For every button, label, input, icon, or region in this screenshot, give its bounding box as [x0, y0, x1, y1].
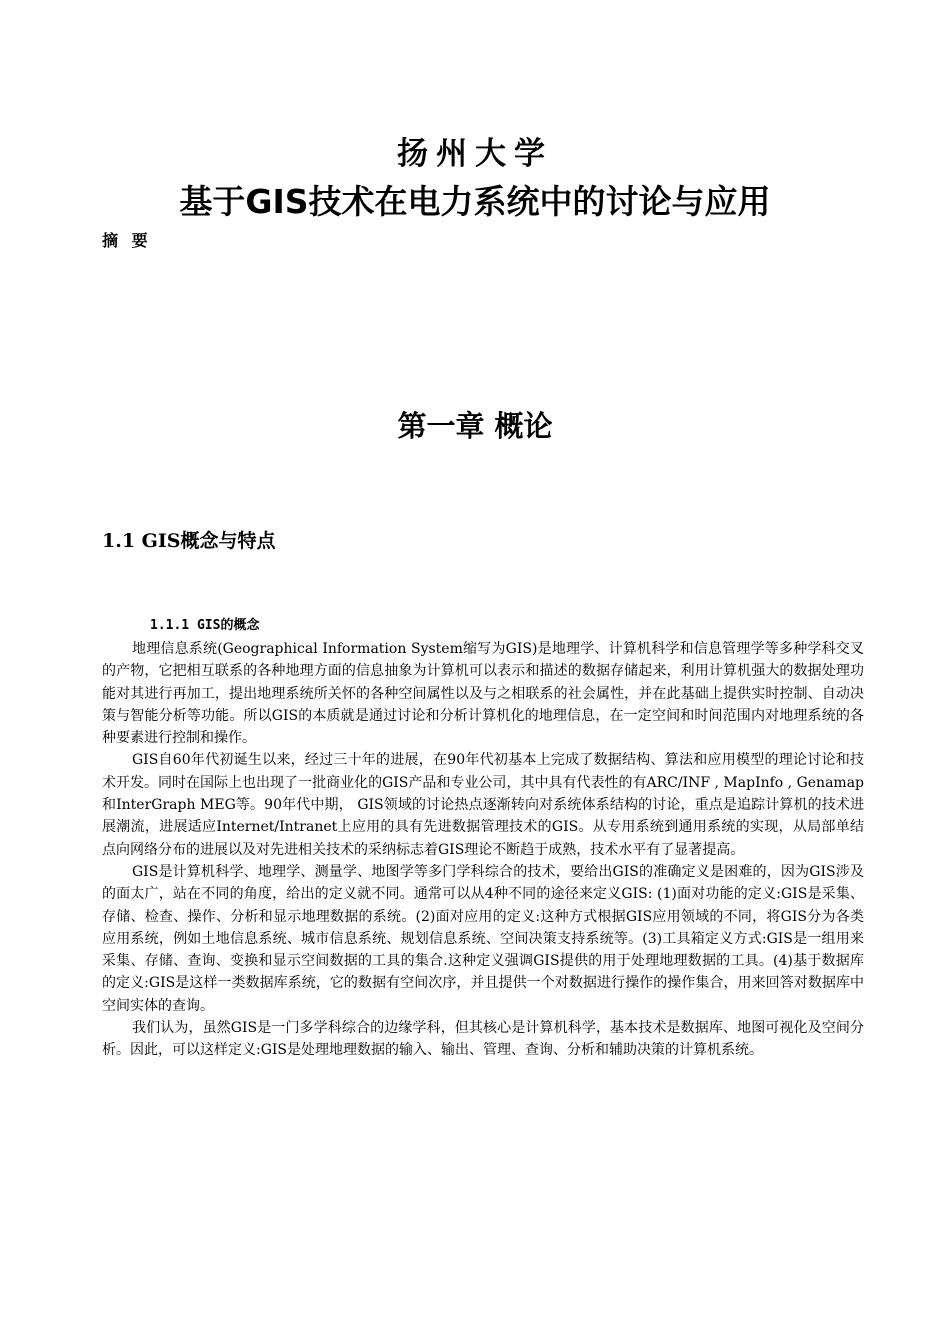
- subsection-title: 1.1.1 GIS的概念: [150, 618, 260, 633]
- university-name: 扬州大学: [397, 136, 553, 172]
- paragraph: GIS是计算机科学、地理学、测量学、地图学等多门学科综合的技术，要给出GIS的准确定义是困难的，因为GIS涉及的面太广，站在不同的角度，给出的定义就不同。通常可以从4种不同的途径来定义GIS: (1)面对功能的定义:GIS是采集、存储、检查、操作、分析和显示地理数据的系统。(2)面对应用的定义:这种方式根据GIS应用领域的不同，将GIS分为各类应用系统，例如土地信息系统、城市信息系统、规划信息系统、空间决策支持系统等。(3)工具箱定义方式:GIS是一组用来采集、存储、查询、变换和显示空间数据的工具的集合.这种定义强调GIS提供的用于处理地理数据的工具。(4)基于数据库的定义:GIS是这样一类数据库系统，它的数据有空间次序，并且提供一个对数据进行操作的操作集合，用来回答对数据库中空间实体的查询。: [102, 863, 864, 1014]
- section-title: 1.1 GIS概念与特点: [102, 530, 276, 552]
- paragraph: GIS自60年代初诞生以来，经过三十年的进展，在90年代初基本上完成了数据结构、算法和应用模型的理论讨论和技术开发。同时在国际上也出现了一批商业化的GIS产品和专业公司，其中具有代表性的有ARC/INF , MapInfo , Genamap和InterGraph MEG等。90年代中期， GIS领域的讨论热点逐渐转向对系统体系结构的讨论，重点是追踪计算机的技术进展潮流，进展适应Internet/Intranet上应用的具有先进数据管理技术的GIS。从专用系统到通用系统的实现，从局部单结点向网络分布的进展以及对先进相关技术的采纳标志着GIS理论不断趋于成熟，技术水平有了显著提高。: [102, 752, 864, 858]
- body-text: [102, 638, 864, 1062]
- abstract-label: 摘 要: [102, 231, 152, 250]
- paragraph: 地理信息系统(Geographical Information System缩写为GIS)是地理学、计算机科学和信息管理学等多种学科交叉的产物，它把相互联系的各种地理方面的信息抽象为计算机可以表示和描述的数据存储起来，利用计算机强大的数据处理功能对其进行再加工，提出地理系统所关怀的各种空间属性以及与之相联系的社会属性，并在此基础上提供实时控制、自动决策与智能分析等功能。所以GIS的本质就是通过讨论和分析计算机化的地理信息，在一定空间和时间范围内对地理系统的各种要素进行控制和操作。: [102, 641, 864, 747]
- chapter-title: 第一章 概论: [397, 409, 553, 443]
- paragraph: 我们认为，虽然GIS是一门多学科综合的边缘学科，但其核心是计算机科学，基本技术是数据库、地图可视化及空间分析。因此，可以这样定义:GIS是处理地理数据的输入、输出、管理、查询、分析和辅助决策的计算机系统。: [102, 1020, 864, 1059]
- thesis-title: 基于GIS技术在电力系统中的讨论与应用: [179, 182, 771, 221]
